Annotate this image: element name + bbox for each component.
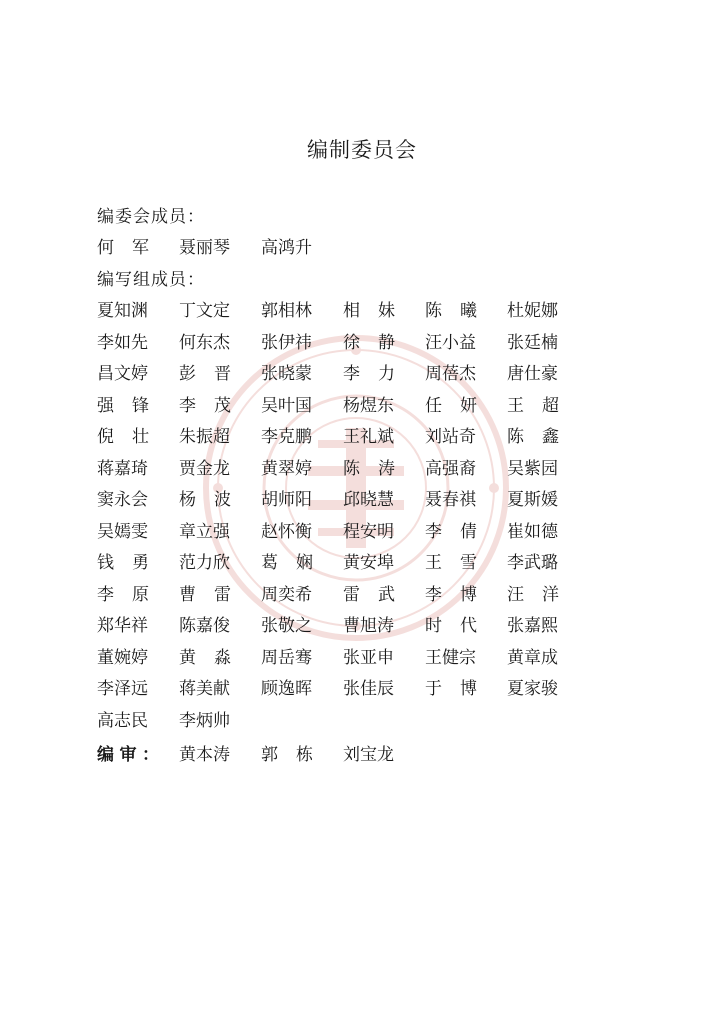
person-name: 黄 淼: [179, 648, 231, 668]
writing-group-row: [97, 580, 657, 608]
person-name: 程安明: [343, 522, 394, 542]
person-name: 蒋美献: [179, 679, 230, 699]
person-name: 倪 壮: [97, 427, 149, 447]
person-name: 夏家骏: [507, 679, 558, 699]
person-name: 邱晓慧: [343, 490, 394, 510]
person-name: 吴叶国: [261, 396, 312, 416]
person-name: 周岳骞: [261, 648, 312, 668]
writing-group-row: [97, 454, 657, 482]
person-name: 高强裔: [425, 459, 476, 479]
person-name: 崔如德: [507, 522, 558, 542]
person-name: 丁文定: [179, 301, 230, 321]
writing-group-row: [97, 611, 657, 639]
person-name: 杜妮娜: [507, 301, 558, 321]
editorial-board-row: [97, 233, 657, 261]
person-name: 窦永会: [97, 490, 148, 510]
writing-group-row: [97, 548, 657, 576]
page-title: 编制委员会: [307, 138, 417, 162]
person-name: 任 妍: [425, 396, 477, 416]
person-name: 范力欣: [179, 553, 230, 573]
writing-group-row: [97, 391, 657, 419]
writing-group-label: 编写组成员：: [97, 270, 205, 290]
person-name: 汪 洋: [507, 585, 559, 605]
person-name: 夏斯媛: [507, 490, 558, 510]
person-name: 李如先: [97, 333, 148, 353]
person-name: 曹 雷: [179, 585, 231, 605]
person-name: 昌文婷: [97, 364, 148, 384]
person-name: 陈 涛: [343, 459, 395, 479]
person-name: 张晓蒙: [261, 364, 312, 384]
writing-group-row: [97, 517, 657, 545]
writing-group-row: [97, 706, 657, 734]
person-name: 王 超: [507, 396, 559, 416]
person-name: 张敬之: [261, 616, 312, 636]
person-name: 章立强: [179, 522, 230, 542]
person-name: 黄章成: [507, 648, 558, 668]
person-name: 张亚申: [343, 648, 394, 668]
person-name: 聂丽琴: [179, 238, 230, 258]
person-name: 顾逸晖: [261, 679, 312, 699]
person-name: 李炳帅: [179, 711, 230, 731]
reviewers-row: [97, 740, 657, 768]
person-name: 赵怀衡: [261, 522, 312, 542]
person-name: 蒋嘉琦: [97, 459, 148, 479]
person-name: 时 代: [425, 616, 477, 636]
person-name: 黄翠婷: [261, 459, 312, 479]
person-name: 王健宗: [425, 648, 476, 668]
writing-group-row: [97, 643, 657, 671]
writing-group-row: [97, 485, 657, 513]
editorial-board-label: 编委会成员：: [97, 207, 205, 227]
person-name: 黄安埠: [343, 553, 394, 573]
person-name: 陈嘉俊: [179, 616, 230, 636]
person-name: 董婉婷: [97, 648, 148, 668]
person-name: 刘站奇: [425, 427, 476, 447]
person-name: 曹旭涛: [343, 616, 394, 636]
person-name: 李 原: [97, 585, 149, 605]
person-name: 王 雪: [425, 553, 477, 573]
person-name: 张廷楠: [507, 333, 558, 353]
person-name: 张伊祎: [261, 333, 312, 353]
person-name: 李 博: [425, 585, 477, 605]
writing-group-row: [97, 422, 657, 450]
person-name: 胡师阳: [261, 490, 312, 510]
person-name: 张嘉熙: [507, 616, 558, 636]
person-name: 徐 静: [343, 333, 395, 353]
person-name: 郭 栋: [261, 745, 313, 765]
person-name: 杨 波: [179, 490, 231, 510]
person-name: 李泽远: [97, 679, 148, 699]
person-name: 吴紫园: [507, 459, 558, 479]
person-name: 葛 娴: [261, 553, 313, 573]
person-name: 李武璐: [507, 553, 558, 573]
person-name: 高志民: [97, 711, 148, 731]
person-name: 汪小益: [425, 333, 476, 353]
person-name: 李 茂: [179, 396, 231, 416]
person-name: 黄本涛: [179, 745, 230, 765]
person-name: 郑华祥: [97, 616, 148, 636]
person-name: 陈 曦: [425, 301, 477, 321]
person-name: 吴嫣雯: [97, 522, 148, 542]
person-name: 唐仕豪: [507, 364, 558, 384]
person-name: 郭相林: [261, 301, 312, 321]
person-name: 陈 鑫: [507, 427, 559, 447]
person-name: 杨煜东: [343, 396, 394, 416]
person-name: 刘宝龙: [343, 745, 394, 765]
person-name: 李克鹏: [261, 427, 312, 447]
person-name: 王礼斌: [343, 427, 394, 447]
person-name: 朱振超: [179, 427, 230, 447]
writing-group-row: [97, 296, 657, 324]
person-name: 相 妹: [343, 301, 395, 321]
person-name: 高鸿升: [261, 238, 312, 258]
person-name: 钱 勇: [97, 553, 149, 573]
reviewers-label: 编 审 ：: [97, 745, 159, 765]
person-name: 贾金龙: [179, 459, 230, 479]
writing-group-row: [97, 359, 657, 387]
person-name: 周奕希: [261, 585, 312, 605]
person-name: 彭 晋: [179, 364, 231, 384]
person-name: 于 博: [425, 679, 477, 699]
person-name: 聂春祺: [425, 490, 476, 510]
person-name: 何东杰: [179, 333, 230, 353]
person-name: 周蓓杰: [425, 364, 476, 384]
writing-group-row: [97, 674, 657, 702]
person-name: 李 力: [343, 364, 395, 384]
person-name: 李 倩: [425, 522, 477, 542]
person-name: 雷 武: [343, 585, 395, 605]
person-name: 夏知渊: [97, 301, 148, 321]
person-name: 强 锋: [97, 396, 149, 416]
person-name: 张佳辰: [343, 679, 394, 699]
person-name: 何 军: [97, 238, 149, 258]
writing-group-row: [97, 328, 657, 356]
